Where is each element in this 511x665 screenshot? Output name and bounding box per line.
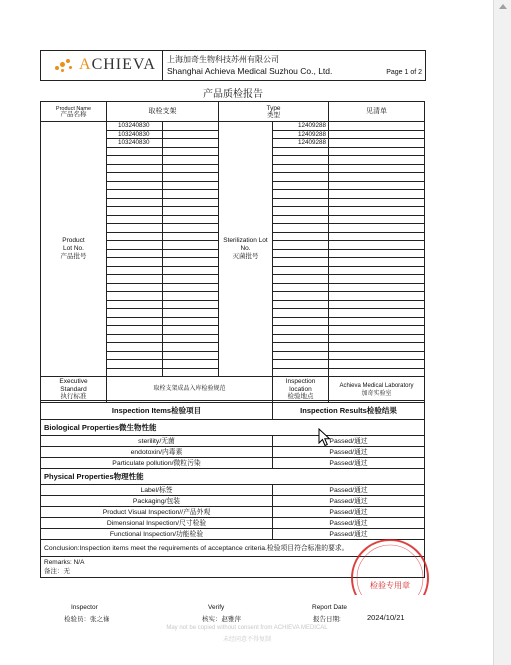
inspection-stamp	[350, 538, 430, 595]
inspection-item: Particulate pollution/微粒污染	[41, 458, 273, 469]
sterilization-lot-cell-2	[329, 232, 425, 241]
product-lot-cell	[107, 351, 163, 360]
lot-row	[41, 122, 425, 131]
company-name-cn: 上海加奇生物科技苏州有限公司	[167, 55, 279, 64]
sterilization-lot-cell-2	[329, 368, 425, 377]
product-lot-cell	[107, 317, 163, 326]
sterilization-lot-cell-2	[329, 309, 425, 318]
inspector-label: Inspector	[71, 604, 98, 611]
product-lot-cell-2	[163, 317, 219, 326]
product-lot-cell-2	[163, 224, 219, 233]
inspection-result: Passed/通过	[273, 496, 425, 507]
sterilization-lot-cell: 12409288	[273, 130, 329, 139]
product-lot-cell	[107, 258, 163, 267]
inspection-row	[41, 447, 425, 458]
sterilization-lot-cell	[273, 258, 329, 267]
product-lot-cell	[107, 343, 163, 352]
executive-standard-value: 取栓支架成品入库检验规范	[107, 377, 273, 403]
sterilization-lot-cell	[273, 360, 329, 369]
product-lot-cell	[107, 300, 163, 309]
inspection-result: Passed/通过	[273, 447, 425, 458]
inspection-row	[41, 507, 425, 518]
product-lot-table	[40, 101, 425, 403]
sterilization-lot-cell-2	[329, 292, 425, 301]
product-lot-cell	[107, 147, 163, 156]
inspection-result: Passed/通过	[273, 485, 425, 496]
sterilization-lot-cell-2	[329, 173, 425, 182]
product-lot-cell-2	[163, 360, 219, 369]
watermark-cn: 未经同意不得复制	[222, 637, 271, 643]
sterilization-lot-cell	[273, 334, 329, 343]
product-lot-cell	[107, 207, 163, 216]
sterilization-lot-cell-2	[329, 334, 425, 343]
product-lot-cell	[107, 190, 163, 199]
inspection-item: endotoxin/内毒素	[41, 447, 273, 458]
product-lot-cell-2	[163, 266, 219, 275]
inspection-row	[41, 458, 425, 469]
sterilization-lot-cell	[273, 224, 329, 233]
sterilization-lot-cell	[273, 309, 329, 318]
executive-standard-label: Executive Standard 执行标准	[41, 377, 107, 403]
report-date-label: Report Date	[312, 604, 348, 611]
sterilization-lot-cell	[273, 275, 329, 284]
product-lot-cell	[107, 241, 163, 250]
sterilization-lot-label: Sterilization Lot No. 灭菌批号	[219, 122, 273, 377]
product-lot-cell	[107, 249, 163, 258]
product-lot-cell	[107, 164, 163, 173]
inspection-item: Dimensional Inspection/尺寸检验	[41, 518, 273, 529]
vertical-scrollbar[interactable]	[493, 0, 511, 665]
sterilization-lot-cell-2	[329, 130, 425, 139]
sterilization-lot-cell-2	[329, 275, 425, 284]
product-name-label: Product Name 产品名称	[41, 102, 107, 122]
product-lot-cell	[107, 224, 163, 233]
product-lot-cell	[107, 334, 163, 343]
sterilization-lot-cell	[273, 300, 329, 309]
inspection-result: Passed/通过	[273, 518, 425, 529]
product-lot-cell-2	[163, 164, 219, 173]
company-logo	[41, 51, 163, 80]
product-lot-cell	[107, 173, 163, 182]
sterilization-lot-cell-2	[329, 343, 425, 352]
sterilization-lot-cell	[273, 207, 329, 216]
product-lot-cell-2	[163, 130, 219, 139]
product-lot-cell-2	[163, 292, 219, 301]
inspection-row	[41, 436, 425, 447]
product-lot-cell-2	[163, 249, 219, 258]
sterilization-lot-cell-2	[329, 249, 425, 258]
sterilization-lot-cell	[273, 368, 329, 377]
sterilization-lot-cell	[273, 173, 329, 182]
sterilization-lot-cell-2	[329, 215, 425, 224]
product-lot-cell-2	[163, 300, 219, 309]
product-lot-cell: 103240830	[107, 122, 163, 131]
product-lot-cell-2	[163, 181, 219, 190]
inspection-item: Functional Inspection/功能检验	[41, 529, 273, 540]
inspection-row	[41, 485, 425, 496]
stamp-text: 检验专用章	[370, 581, 410, 590]
sterilization-lot-cell-2	[329, 360, 425, 369]
product-lot-label: Product Lot No. 产品批号	[41, 122, 107, 377]
product-lot-cell	[107, 275, 163, 284]
inspection-row	[41, 496, 425, 507]
product-lot-cell-2	[163, 190, 219, 199]
inspection-item: Product Visual Inspection//产品外观	[41, 507, 273, 518]
product-lot-cell-2	[163, 283, 219, 292]
product-lot-cell	[107, 181, 163, 190]
type-label: Type 类型	[219, 102, 329, 122]
sterilization-lot-cell	[273, 351, 329, 360]
logo-dots-icon	[55, 58, 77, 74]
sterilization-lot-cell	[273, 266, 329, 275]
sterilization-lot-cell	[273, 343, 329, 352]
sterilization-lot-cell-2	[329, 198, 425, 207]
sterilization-lot-cell-2	[329, 258, 425, 267]
verify-label: Verify	[208, 604, 225, 611]
sterilization-lot-cell-2	[329, 326, 425, 335]
inspection-result: Passed/通过	[273, 436, 425, 447]
product-lot-cell-2	[163, 215, 219, 224]
sterilization-lot-cell-2	[329, 139, 425, 148]
product-lot-cell-2	[163, 139, 219, 148]
sterilization-lot-cell	[273, 190, 329, 199]
sterilization-lot-cell-2	[329, 147, 425, 156]
product-lot-cell-2	[163, 122, 219, 131]
sterilization-lot-cell-2	[329, 241, 425, 250]
product-lot-cell-2	[163, 198, 219, 207]
document-title: 产品质检报告	[203, 89, 263, 100]
product-lot-cell-2	[163, 309, 219, 318]
sterilization-lot-cell	[273, 181, 329, 190]
inspection-location-label: Inspection location 检验地点	[273, 377, 329, 403]
section-header-row	[41, 469, 425, 485]
type-value: 见清单	[329, 102, 425, 122]
inspection-result: Passed/通过	[273, 529, 425, 540]
product-lot-cell: 103240830	[107, 139, 163, 148]
product-lot-cell-2	[163, 173, 219, 182]
sterilization-lot-cell	[273, 198, 329, 207]
remarks: Remarks: N/A 备注：无	[41, 557, 425, 578]
sterilization-lot-cell	[273, 292, 329, 301]
sterilization-lot-cell-2	[329, 317, 425, 326]
product-lot-cell	[107, 283, 163, 292]
product-lot-cell-2	[163, 207, 219, 216]
inspection-result: Passed/通过	[273, 507, 425, 518]
mouse-cursor-icon	[318, 428, 332, 448]
sterilization-lot-cell-2	[329, 351, 425, 360]
product-lot-cell-2	[163, 258, 219, 267]
sterilization-lot-cell-2	[329, 266, 425, 275]
inspection-item: Packaging/包装	[41, 496, 273, 507]
product-lot-cell	[107, 215, 163, 224]
sterilization-lot-cell	[273, 326, 329, 335]
product-lot-cell	[107, 198, 163, 207]
sterilization-lot-cell	[273, 317, 329, 326]
product-lot-cell-2	[163, 232, 219, 241]
report-header	[40, 50, 426, 81]
sterilization-lot-cell-2	[329, 181, 425, 190]
inspection-item: sterility/无菌	[41, 436, 273, 447]
product-lot-cell-2	[163, 368, 219, 377]
product-lot-cell	[107, 360, 163, 369]
product-lot-cell: 103240830	[107, 130, 163, 139]
sterilization-lot-cell-2	[329, 164, 425, 173]
product-name-value: 取栓支架	[107, 102, 219, 122]
product-lot-cell	[107, 156, 163, 165]
page-number: Page 1 of 2	[386, 69, 422, 76]
items-header: Inspection Items检验项目	[41, 401, 273, 420]
product-lot-cell	[107, 266, 163, 275]
sterilization-lot-cell	[273, 283, 329, 292]
product-lot-cell-2	[163, 156, 219, 165]
report-date-cn: 报告日期:	[313, 616, 341, 623]
product-lot-cell-2	[163, 343, 219, 352]
sterilization-lot-cell-2	[329, 283, 425, 292]
product-lot-cell-2	[163, 241, 219, 250]
product-lot-cell	[107, 232, 163, 241]
product-lot-cell-2	[163, 275, 219, 284]
inspection-row	[41, 518, 425, 529]
sterilization-lot-cell-2	[329, 122, 425, 131]
verify-value: 核实：赵雅萍	[202, 616, 241, 623]
sterilization-lot-cell	[273, 164, 329, 173]
sterilization-lot-cell: 12409288	[273, 139, 329, 148]
product-lot-cell	[107, 326, 163, 335]
product-lot-cell-2	[163, 334, 219, 343]
product-lot-cell-2	[163, 351, 219, 360]
section-header-row	[41, 420, 425, 436]
sterilization-lot-cell	[273, 156, 329, 165]
sterilization-lot-cell-2	[329, 300, 425, 309]
results-header: Inspection Results检验结果	[273, 401, 425, 420]
product-lot-cell-2	[163, 326, 219, 335]
logo-text: ACHIEVA	[79, 56, 156, 73]
inspection-result: Passed/通过	[273, 458, 425, 469]
product-lot-cell	[107, 292, 163, 301]
product-lot-cell	[107, 368, 163, 377]
section-title: Physical Properties物理性能	[41, 469, 425, 485]
sterilization-lot-cell	[273, 147, 329, 156]
sterilization-lot-cell: 12409288	[273, 122, 329, 131]
product-lot-cell-2	[163, 147, 219, 156]
sterilization-lot-cell-2	[329, 224, 425, 233]
inspection-location-value: Achieva Medical Laboratory 加奇实验室	[329, 377, 425, 403]
product-lot-cell	[107, 309, 163, 318]
sterilization-lot-cell-2	[329, 156, 425, 165]
sterilization-lot-cell	[273, 249, 329, 258]
watermark-en: May not be copied without consent from ACHIEVA MEDICAL	[166, 625, 328, 631]
section-title: Biological Properties微生物性能	[41, 420, 425, 436]
sterilization-lot-cell-2	[329, 207, 425, 216]
sterilization-lot-cell	[273, 241, 329, 250]
company-name-en: Shanghai Achieva Medical Suzhou Co., Ltd.	[167, 66, 333, 76]
scroll-up-icon[interactable]	[499, 4, 507, 9]
sterilization-lot-cell-2	[329, 190, 425, 199]
inspector-value: 检验员：张之祿	[64, 616, 110, 623]
report-date-value: 2024/10/21	[367, 613, 405, 622]
conclusion: Conclusion:Inspection items meet the requirements of acceptance criteria.检验项目符合标准的要求。	[41, 540, 425, 557]
sterilization-lot-cell	[273, 215, 329, 224]
sterilization-lot-cell	[273, 232, 329, 241]
inspection-item: Label/标签	[41, 485, 273, 496]
